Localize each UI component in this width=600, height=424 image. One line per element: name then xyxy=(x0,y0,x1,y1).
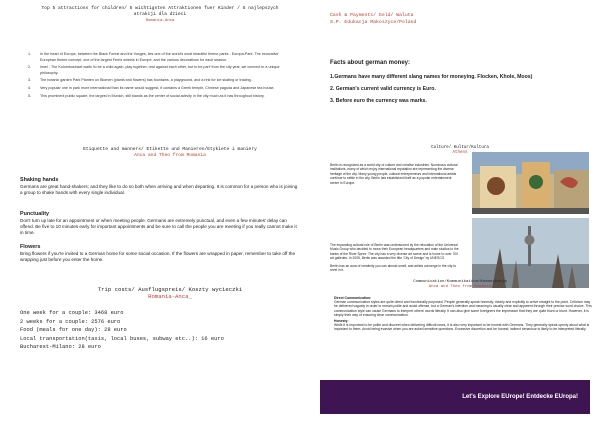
trip-cost-item: Food (meals for one day): 28 euro xyxy=(20,327,127,333)
street-art-photo xyxy=(472,152,589,214)
culture-city: Athens xyxy=(452,151,468,156)
trip-cost-item: Bucharest-Milano: 28 euro xyxy=(20,344,101,350)
section-heading: Flowers xyxy=(20,244,41,250)
direct-text: German communication styles are quite direct and functionally purposed. People generally speak honestly, clearly and explicitly to arrive straight to the point. Criticism may be delivered vaguely in order to remain polite and avoid offense, but a German's intention and meaning is usually clear and apparent through their precise word choice. This communication style can cause Germans to interpret others' words literally. It can also give some foreigners the impression that they are quite blunt or blunt. However, it is simply their way of ensuring clear communication. xyxy=(334,300,592,317)
attractions-title: Top 5 attractions for children/ 5 wichtigsten Attraktionen fuer Kinder / 5 najlepszych atrakcji dla dzieci xyxy=(41,6,279,17)
fact-item: 3. Before euro the currency was marks. xyxy=(330,98,427,104)
tv-tower-photo xyxy=(472,218,589,288)
attraction-text: The botanic garden Park Planten un Blomen (plants and flowers) has fountains, a playground, and a rink for ice skating or trading. xyxy=(40,78,252,83)
etiquette-section xyxy=(20,177,300,196)
communication-authors: Anca and Theo from Romania xyxy=(428,285,492,289)
attraction-text: Very popular one in park more international than its name would suggest, it contains a Greek temple, Chinese pagoda and Japanese tea house. xyxy=(40,85,275,90)
section-text: Bring flowers if you're invited to a German home for some social occasion. If the flowers are wrapped in paper, remember to take off the wrapping just before you enter the home. xyxy=(20,251,296,262)
etiquette-section xyxy=(20,211,300,236)
attraction-text: In the heart of Europe, between the Black Forest and the Vosges, lies one of the world's most beautiful theme parks - Europa-Park. The innovative European theme concept, one of the largest Ferris wheels in Europe, and the various decorations for each season. xyxy=(40,52,279,62)
culture-paragraph: Berlin is recognized as a world city of culture and creative industries. Numerous cultural institutions, many of which enjoy international reputation are representing the diverse heritage of the city. Many young people, cultural entrepreneurs and international artists continue to settle in the city. Berlin has established itself as a popular entertainment center in Europe. xyxy=(330,163,458,185)
cash-title: Cash & Payments/ Geld/ Waluta xyxy=(330,13,414,18)
attraction-number: 1. xyxy=(28,52,32,56)
attractions-title-block xyxy=(40,6,280,24)
attractions-author: Romania-Anca xyxy=(145,19,175,23)
trip-title-block xyxy=(40,286,300,300)
attraction-item xyxy=(28,94,290,100)
attractions-list xyxy=(28,52,290,101)
trip-cost-item: 2 weeks for a couple: 2576 euro xyxy=(20,318,121,325)
etiquette-authors: Anca and Theo from Romania xyxy=(134,153,206,158)
direct-heading: Direct Communication: xyxy=(334,296,372,300)
section-text: Don't turn up late for an appointment or when meeting people. Germans are extremely punctual, and even a few minutes' delay can offend. Be five to 10 minutes early for important appointments and be sure to call the people you are meeting if you really cannot make it in time. xyxy=(20,218,297,235)
attraction-number: 4. xyxy=(28,85,32,90)
culture-paragraph: The expanding cultural role of Berlin was underscored by the relocation of the Universal Music Group who decided to move their European headquarters and main studios to the banks of the River Spree. The city has a very diverse art scene and is home to over 700 art galleries. In 2005, Berlin was awarded the title 'City of Design' by UNESCO. xyxy=(330,243,459,261)
attraction-text: Insel - The Kolumbusinsel waits 'to be a child again, play together, rest against each other, but to be part' from the city year, we connect to a unique philosophy. xyxy=(40,65,280,75)
etiquette-title-block xyxy=(40,147,300,159)
attraction-number: 2. xyxy=(28,65,32,70)
cash-school: S.P. Edukacja Makoszyce/Poland xyxy=(330,19,417,25)
etiquette-title: Etiquette and manners/ Etikette und Manieren/Etykiete i maniery xyxy=(83,147,257,152)
attraction-text: This prominent public square, the largest in Munich, still stands as the center of social activity in the city much as it has throughout history. xyxy=(40,93,265,98)
trip-cost-item: One week for a couple: 3468 euro xyxy=(20,310,124,316)
communication-title-block xyxy=(330,280,590,290)
section-heading: Shaking hands xyxy=(20,177,59,183)
cash-title-block xyxy=(330,13,540,26)
trip-cost-list xyxy=(20,309,224,352)
trip-cost-item: Local transportation(taxis, local buses, subway etc..): 16 euro xyxy=(20,335,224,342)
attraction-number: 5. xyxy=(28,93,32,98)
fact-item: 1.Germans have many different slang names for moneying. Flocken, Khole, Moos) xyxy=(330,74,533,80)
communication-body xyxy=(334,296,592,334)
attraction-item xyxy=(28,86,290,92)
facts-list xyxy=(330,74,590,110)
etiquette-section xyxy=(20,244,300,263)
fact-item: 2. German's current valid currency is Euro. xyxy=(330,86,436,92)
honesty-heading: Honesty: xyxy=(334,319,349,324)
honesty-text: While it is important to be polite and discreet when delivering difficult news, it is also very important to be honest with Germans. They generally speak openly about what is important to them. Avoid being evasive when you are asked sensitive questions. Excessive discretion and be honest; indirect behaviour is likely to be interpreted literally. xyxy=(334,323,590,332)
attraction-item xyxy=(28,78,290,84)
culture-paragraph: Berlin has an aura of creativity you can almost smell, and artists converge in the city to revel in it. xyxy=(330,263,457,273)
section-text: Germans are great hand-shakers; and they like to do so both when arriving and when departing. It is common for a person who is joining a group to shake hands with every single individual. xyxy=(20,184,298,195)
trip-title: Trip costs/ Ausflugspreis/ Koszty wycieczki xyxy=(97,286,243,293)
attraction-item xyxy=(28,52,290,63)
trip-author: Romania-Anca_ xyxy=(148,293,192,300)
attraction-item xyxy=(28,65,290,76)
attraction-number: 3. xyxy=(28,78,32,83)
footer-text: Let's Explore EUrope! Entdecke EUropa! xyxy=(462,394,578,400)
footer-banner xyxy=(320,380,590,414)
culture-paragraph-group xyxy=(330,243,460,272)
facts-heading: Facts about german money: xyxy=(330,60,411,66)
section-heading: Punctuality xyxy=(20,211,50,217)
communication-title: Communication/Kommunikation/Komunikacja xyxy=(413,280,507,284)
culture-title: Culture/ Kultur/Kultura xyxy=(431,146,489,150)
